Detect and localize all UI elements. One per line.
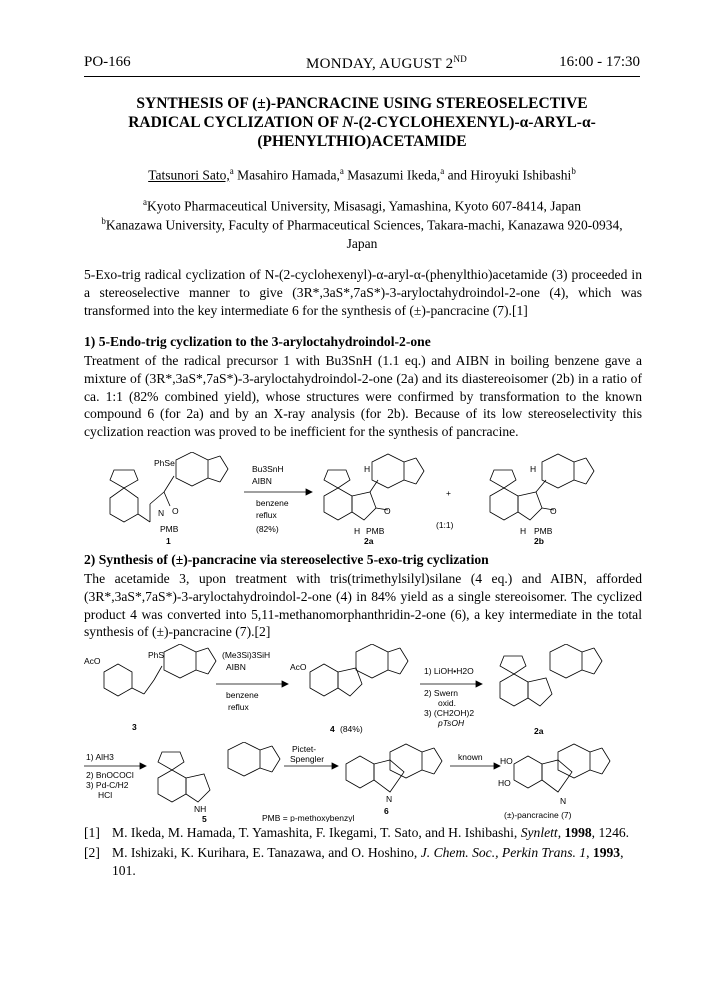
pmb-definition: PMB = p-methoxybenzyl [262,813,355,822]
reference-item: [2] M. Ishizaki, K. Kurihara, E. Tanazawa, and O. Hoshino, J. Chem. Soc., Perkin Trans. 1, 1993, 101. [84,844,624,878]
svg-text:HO: HO [500,756,513,766]
svg-text:NH: NH [194,804,207,814]
svg-text:O: O [550,506,557,516]
compound-6-structure [346,744,442,792]
svg-text:AcO: AcO [290,662,307,672]
compound-2a-label: 2a [364,536,374,544]
poster-code: PO-166 [84,54,131,70]
svg-text:AcO: AcO [84,656,101,666]
reaction-scheme-1 [84,452,644,544]
svg-text:2) BnOCOCl: 2) BnOCOCl [86,770,134,780]
svg-text:Pictet-: Pictet- [292,744,317,754]
svg-text:PMB: PMB [160,524,179,534]
header-divider [84,76,640,77]
svg-text:benzene: benzene [256,498,289,508]
svg-text:HO: HO [498,778,511,788]
svg-text:Spengler: Spengler [290,754,325,764]
svg-text:N: N [158,508,165,518]
section2-heading: 2) Synthesis of (±)-pancracine via stereoselective 5-exo-trig cyclization [84,552,489,567]
section2-body: The acetamide 3, upon treatment with tris(trimethylsilyl)silane (4 eq.) and AIBN, afforded (3R*,3aS*,7aS*)-3-aryloctahydroindol-2-one (4) in 84% yield as a single stereoisomer. The cyclized product 4 was converted into 5,11-methanomorphanthridin-2-one (6), a key intermediate in the total synthesis of (±)-pancracine (7).[2] [84,571,642,640]
phse-label: PhSe [154,458,175,468]
reagent-aibn: AIBN [252,476,272,486]
section1-body: Treatment of the radical precursor 1 with Bu3SnH (1.1 eq.) and AIBN in boiling benzene gave a mixture of (3R*,3aS*,7aS*)-3-aryloctahydroindol-2-one (2a) and its diastereoisomer (2b) in a ratio of ca. 1:1 (82% combined yield), whose structures were confirmed by transformation to the known compound 6 (for 2a) and by an X-ray analysis (for 2b). Because of its low stereoselectivity this cyclization reaction was proved to be inefficient for the synthesis of pancracine. [84,353,642,440]
reference-item: [1] M. Ikeda, M. Hamada, T. Yamashita, F. Ikegami, T. Sato, and H. Ishibashi, Synlett, 1998, 1246. [84,825,630,840]
known-label: known [458,752,483,762]
author-list: Tatsunori Sato,$^a$ Masahiro Hamada,$^a$ Masazumi Ikeda,$^a$ and Hiroyuki Ishibashi$^b$ [148,166,576,183]
abstract-text: 5-Exo-trig radical cyclization of N-(2-cyclohexenyl)-α-aryl-α-(phenylthio)acetamide (3) proceeded in a stereoselective manner to give (3R*,3aS*,7aS*)-3-aryloctahydroindol-2-one (4), which was transformed into the key intermediate 6 for the synthesis of (±)-pancracine (7).[1] [84,267,642,318]
compound-4-structure [310,644,408,696]
svg-text:PMB: PMB [534,526,553,536]
reaction-scheme-2-row2 [84,742,644,822]
compound-3-label: 3 [132,722,137,732]
svg-text:3) Pd-C/H2: 3) Pd-C/H2 [86,780,129,790]
pancracine-label: (±)-pancracine (7) [504,810,572,820]
compound-4-label: 4 [330,724,335,734]
compound-6-label: 6 [384,806,389,816]
pancracine-structure [514,744,610,792]
reagent-ttmss: (Me3Si)3SiH [222,650,271,660]
svg-text:reflux: reflux [256,510,277,520]
svg-text:HCl: HCl [98,790,113,800]
svg-text:PMB: PMB [366,526,385,536]
reagent-bu3snh: Bu3SnH [252,464,284,474]
compound-2a-structure-b [500,644,602,706]
page-header [84,54,640,76]
ratio-label: (1:1) [436,520,454,530]
compound-5-label: 5 [202,814,207,822]
yield-84: (84%) [340,724,363,734]
svg-text:H: H [520,526,527,536]
svg-text:benzene: benzene [226,690,259,700]
compound-2a-structure [324,454,424,520]
compound-2a-label-b: 2a [534,726,544,736]
plus-sign: + [446,488,451,498]
compound-2b-label: 2b [534,536,544,544]
paper-title: SYNTHESIS OF (±)-PANCRACINE USING STEREOSELECTIVE RADICAL CYCLIZATION OF N-(2-CYCLOHEXENYL)-α-ARYL-α- (PHENYLTHIO)ACETAMIDE [128,95,596,150]
affiliation-b: $^b$Kanazawa University, Faculty of Pharmaceutical Sciences, Takara-machi, Kanazawa 920-0934, Japan [101,216,623,251]
yield-82: (82%) [256,524,279,534]
svg-text:H: H [364,464,371,474]
svg-text:H: H [530,464,537,474]
session-day: MONDAY, AUGUST 2ND [306,54,468,72]
section1-heading: 1) 5-Endo-trig cyclization to the 3-aryloctahydroindol-2-one [84,334,431,349]
svg-text:O: O [172,506,179,516]
svg-text:reflux: reflux [228,702,249,712]
svg-text:N: N [386,794,393,804]
affiliation-a: $^a$Kyoto Pharmaceutical University, Misasagi, Yamashina, Kyoto 607-8414, Japan [142,197,582,214]
svg-text:AIBN: AIBN [226,662,246,672]
svg-text:O: O [384,506,391,516]
svg-text:PhS: PhS [148,650,165,660]
session-time: 16:00 - 17:30 [559,54,640,70]
svg-text:1) LiOH•H2O: 1) LiOH•H2O [424,666,474,676]
compound-1-label: 1 [166,536,171,544]
svg-text:1) AlH3: 1) AlH3 [86,752,114,762]
reference-list [84,824,642,881]
svg-text:pTsOH: pTsOH [438,718,465,728]
compound-2b-structure [490,454,594,520]
presenting-author: Tatsunori Sato, [148,167,230,183]
svg-text:3) (CH2OH)2: 3) (CH2OH)2 [424,708,475,718]
compound-5-structure [158,742,280,802]
svg-text:N: N [560,796,567,806]
svg-text:oxid.: oxid. [438,698,456,708]
reaction-scheme-2-row1 [84,644,644,736]
svg-text:2) Swern: 2) Swern [424,688,459,698]
svg-text:H: H [354,526,361,536]
